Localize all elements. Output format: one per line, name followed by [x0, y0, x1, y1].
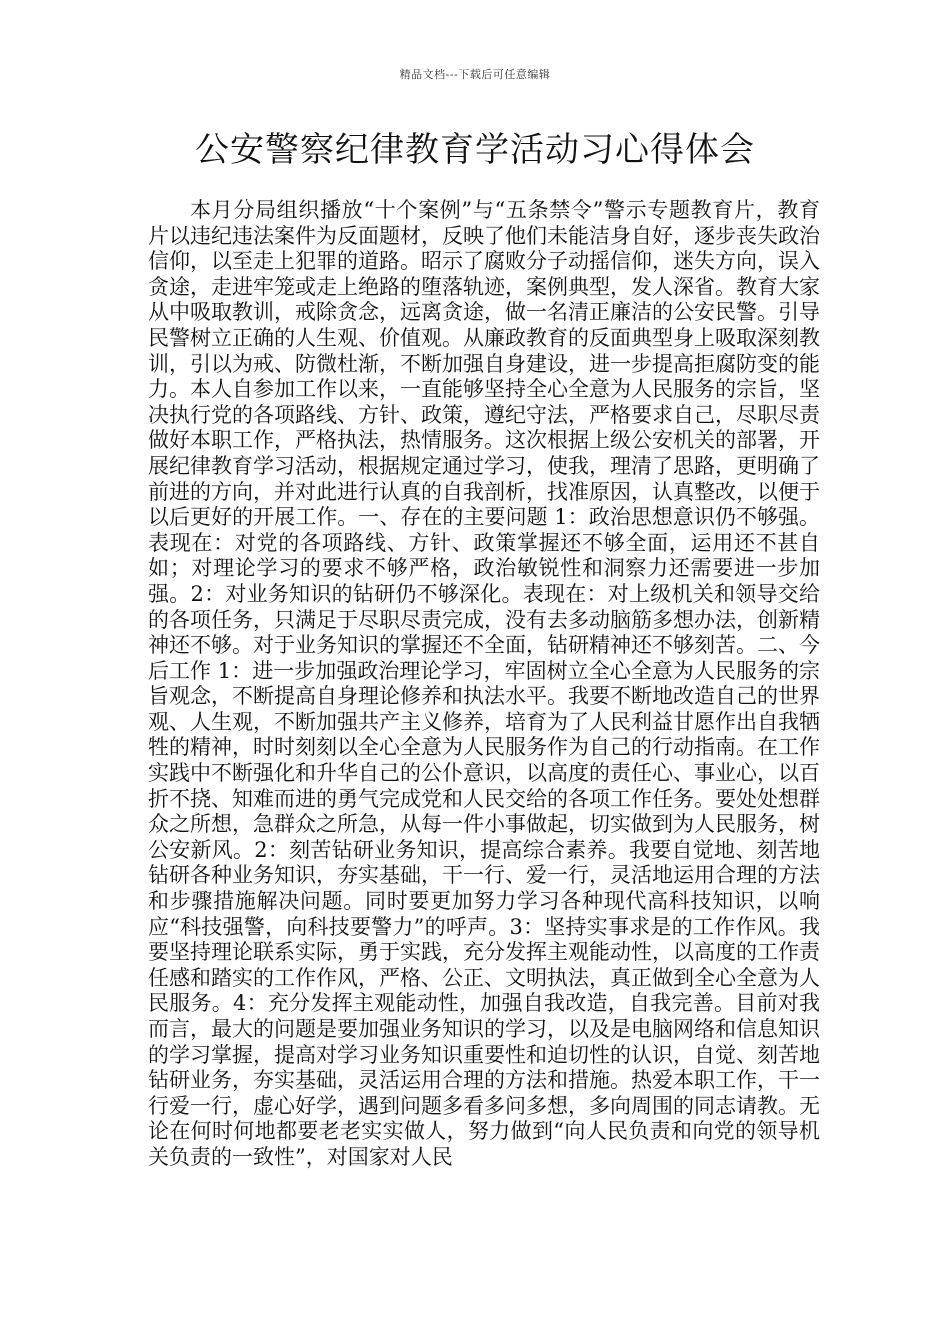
- document-body-paragraph: 本月分局组织播放“十个案例”与“五条禁令”警示专题教育片，教育片以违纪违法案件为反面题材，反映了他们未能洁身自好，逐步丧失政治信仰，以至走上犯罪的道路。昭示了腐败分子动摇信仰，迷失方向，误入贪途，走进牢笼或走上绝路的堕落轨迹，案例典型，发人深省。教育大家从中吸取教训，戒除贪念，远离贪途，做一名清正廉洁的公安民警。引导民警树立正确的人生观、价值观。从廉政教育的反面典型身上吸取深刻教训，引以为戒、防微杜渐，不断加强自身建设，进一步提高拒腐防变的能力。本人自参加工作以来，一直能够坚持全心全意为人民服务的宗旨，坚决执行党的各项路线、方针、政策，遵纪守法，严格要求自己，尽职尽责做好本职工作，严格执法，热情服务。这次根据上级公安机关的部署，开展纪律教育学习活动，根据规定通过学习，使我，理清了思路，更明确了前进的方向，并对此进行认真的自我剖析，找准原因，认真整改，以便于以后更好的开展工作。一、存在的主要问题 1：政治思想意识仍不够强。表现在：对党的各项路线、方针、政策掌握还不够全面，运用还不甚自如；对理论学习的要求不够严格，政治敏锐性和洞察力还需要进一步加强。2：对业务知识的钻研仍不够深化。表现在：对上级机关和领导交给的各项任务，只满足于尽职尽责完成，没有去多动脑筋多想办法，创新精神还不够。对于业务知识的掌握还不全面，钻研精神还不够刻苦。二、今后工作 1：进一步加强政治理论学习，牢固树立全心全意为人民服务的宗旨观念，不断提高自身理论修养和执法水平。我要不断地改造自己的世界观、人生观，不断加强共产主义修养，培育为了人民利益甘愿作出自我牺牲的精神，时时刻刻以全心全意为人民服务作为自己的行动指南。在工作实践中不断强化和升华自己的公仆意识，以高度的责任心、事业心，以百折不挠、知难而进的勇气完成党和人民交给的各项工作任务。要处处想群众之所想，急群众之所急，从每一件小事做起，切实做到为人民服务，树公安新风。2：刻苦钻研业务知识，提高综合素养。我要自觉地、刻苦地钻研各种业务知识，夯实基础，干一行、爱一行，灵活地运用合理的方法和步骤措施解决问题。同时要更加努力学习各种现代高科技知识，以响应“科技强警，向科技要警力”的呼声。3：坚持实事求是的工作作风。我要坚持理论联系实际，勇于实践，充分发挥主观能动性，以高度的工作责任感和踏实的工作作风，严格、公正、文明执法，真正做到全心全意为人民服务。4：充分发挥主观能动性，加强自我改造，自我完善。目前对我而言，最大的问题是要加强业务知识的学习，以及是电脑网络和信息知识的学习掌握，提高对学习业务知识重要性和迫切性的认识，自觉、刻苦地钻研业务，夯实基础，灵活运用合理的方法和措施。热爱本职工作，干一行爱一行，虚心好学，遇到问题多看多问多想，多向周围的同志请教。无论在何时何地都要老老实实做人，努力做到“向人民负责和向党的领导机关负责的一致性”，对国家对人民: [148, 198, 820, 1169]
- document-title: 公安警察纪律教育学活动习心得体会: [195, 130, 755, 170]
- header-note: 精品文档---下载后可任意编辑: [399, 68, 551, 81]
